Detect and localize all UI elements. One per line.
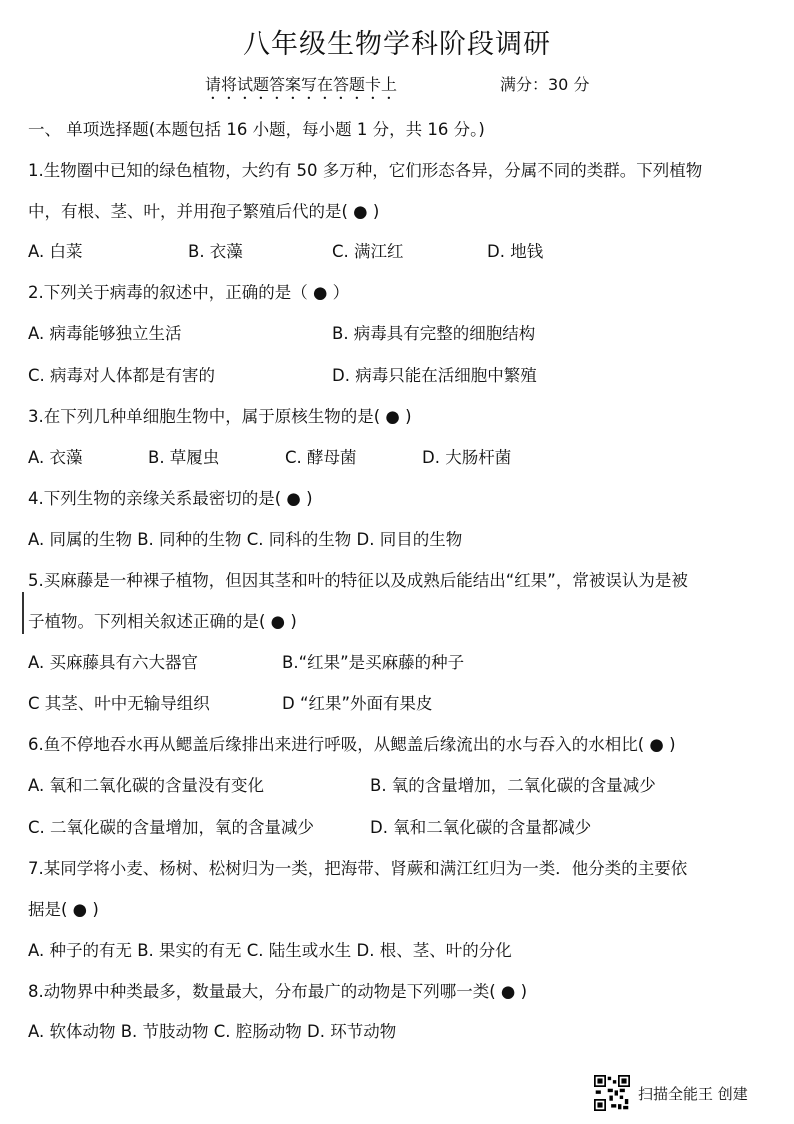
question-6-stem: 6.鱼不停地吞水再从鳃盖后缘排出来进行呼吸，从鳃盖后缘流出的水与吞入的水相比( ● ) xyxy=(28,735,676,754)
question-5-option-b: B.“红果”是买麻藤的种子 xyxy=(282,653,465,672)
question-2-option-c: C. 病毒对人体都是有害的 xyxy=(28,366,216,385)
question-3-option-d: D. 大肠杆菌 xyxy=(422,448,512,467)
question-7-options: A. 种子的有无 B. 果实的有无 C. 陆生或水生 D. 根、茎、叶的分化 xyxy=(28,941,512,960)
question-1-option-b: B. 衣藻 xyxy=(188,242,243,261)
question-2-option-b: B. 病毒具有完整的细胞结构 xyxy=(332,324,536,343)
question-5-stem-line-2: 子植物。下列相关叙述正确的是( ● ) xyxy=(28,612,297,631)
question-3-option-c: C. 酵母菌 xyxy=(285,448,357,467)
question-5-option-d: D “红果”外面有果皮 xyxy=(282,694,433,713)
question-6-option-b: B. 氧的含量增加，二氧化碳的含量减少 xyxy=(370,776,656,795)
section-heading: 一、 单项选择题(本题包括 16 小题，每小题 1 分，共 16 分。) xyxy=(28,120,485,139)
question-4-options: A. 同属的生物 B. 同种的生物 C. 同科的生物 D. 同目的生物 xyxy=(28,530,463,549)
total-score: 满分：30 分 xyxy=(500,75,590,94)
question-8-options: A. 软体动物 B. 节肢动物 C. 腔肠动物 D. 环节动物 xyxy=(28,1022,397,1041)
question-7-stem-line-2: 据是( ● ) xyxy=(28,900,99,919)
question-2-option-d: D. 病毒只能在活细胞中繁殖 xyxy=(332,366,537,385)
page-edge-mark xyxy=(22,592,24,634)
question-3-stem: 3.在下列几种单细胞生物中，属于原核生物的是( ● ) xyxy=(28,407,412,426)
scanner-watermark xyxy=(594,1073,784,1113)
page-title: 八年级生物学科阶段调研 xyxy=(243,29,551,60)
question-6-option-d: D. 氧和二氧化碳的含量都减少 xyxy=(370,818,592,837)
qr-code-icon xyxy=(594,1075,630,1111)
watermark-text: 扫描全能王 创建 xyxy=(638,1084,748,1103)
question-2-option-a: A. 病毒能够独立生活 xyxy=(28,324,182,343)
question-5-option-c: C 其茎、叶中无输导组织 xyxy=(28,694,210,713)
question-8-stem: 8.动物界中种类最多，数量最大，分布最广的动物是下列哪一类( ● ) xyxy=(28,982,528,1001)
subtitle-row xyxy=(0,72,794,98)
question-3-option-b: B. 草履虫 xyxy=(148,448,220,467)
question-4-stem: 4.下列生物的亲缘关系最密切的是( ● ) xyxy=(28,489,313,508)
question-1-option-d: D. 地钱 xyxy=(487,242,544,261)
question-1-stem-line-2: 中，有根、茎、叶，并用孢子繁殖后代的是( ● ) xyxy=(28,202,380,221)
question-7-stem-line-1: 7.某同学将小麦、杨树、松树归为一类，把海带、肾蕨和满江红归为一类．他分类的主要依 xyxy=(28,859,688,878)
question-5-stem-line-1: 5.买麻藤是一种裸子植物，但因其茎和叶的特征以及成熟后能结出“红果”，常被误认为是被 xyxy=(28,571,688,590)
instruction-text: 请将试题答案写在答题卡上 xyxy=(205,75,398,94)
question-1-stem-line-1: 1.生物圈中已知的绿色植物，大约有 50 多万种，它们形态各异，分属不同的类群。下列植物 xyxy=(28,161,703,180)
question-5-option-a: A. 买麻藤具有六大器官 xyxy=(28,653,198,672)
question-6-option-a: A. 氧和二氧化碳的含量没有变化 xyxy=(28,776,264,795)
question-3-option-a: A. 衣藻 xyxy=(28,448,83,467)
question-1-option-c: C. 满江红 xyxy=(332,242,404,261)
question-6-option-c: C. 二氧化碳的含量增加，氧的含量减少 xyxy=(28,818,315,837)
question-1-option-a: A. 白菜 xyxy=(28,242,83,261)
question-2-stem: 2.下列关于病毒的叙述中，正确的是（ ● ） xyxy=(28,283,350,302)
